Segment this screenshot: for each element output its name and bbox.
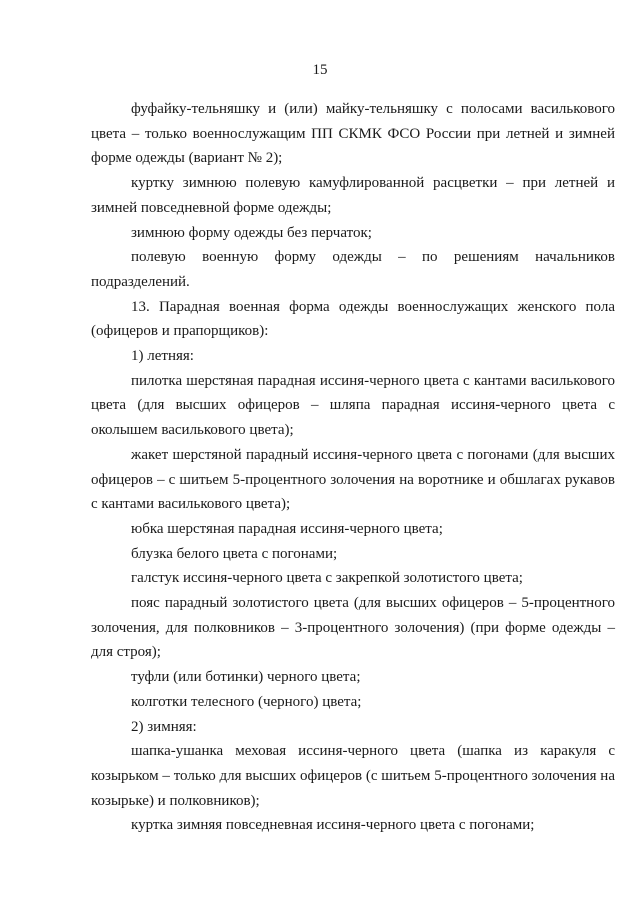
subsection-heading: 2) зимняя: <box>131 718 197 735</box>
paragraph-item: галстук иссиня-черного цвета с закрепкой золотистого цвета; <box>131 570 523 587</box>
document-body <box>91 97 615 838</box>
paragraph-item: зимнюю форму одежды без перчаток; <box>131 224 372 241</box>
section-paragraph: 13. Парадная военная форма одежды военнослужащих женского пола (офицеров и прапорщиков): <box>91 298 615 340</box>
paragraph-item: пояс парадный золотистого цвета (для высших офицеров – 5-процентного золочения, для полковников – 3-процентного золочения) (при форме одежды – для строя); <box>91 595 615 661</box>
page-number: 15 <box>312 62 328 78</box>
paragraph-item: юбка шерстяная парадная иссиня-черного цвета; <box>131 520 443 537</box>
paragraph-item: колготки телесного (черного) цвета; <box>131 693 362 710</box>
paragraph-item: пилотка шерстяная парадная иссиня-черного цвета с кантами василькового цвета (для высших офицеров – шляпа парадная иссиня-черного цвета с околышем василькового цвета); <box>91 372 615 439</box>
subsection-heading: 1) летняя: <box>131 348 194 365</box>
paragraph-item: фуфайку-тельняшку и (или) майку-тельняшку с полосами василькового цвета – только военнослужащим ПП СКМК ФСО России при летней и зимней форме одежды (вариант № 2); <box>91 101 615 167</box>
paragraph-item: туфли (или ботинки) черного цвета; <box>131 669 361 686</box>
paragraph-item: куртку зимнюю полевую камуфлированной расцветки – при летней и зимней повседневной форме одежды; <box>91 175 615 216</box>
paragraph-item: полевую военную форму одежды – по решениям начальников подразделений. <box>91 249 615 290</box>
paragraph-item: куртка зимняя повседневная иссиня-черного цвета с погонами; <box>131 817 535 834</box>
paragraph-item: блузка белого цвета с погонами; <box>131 545 338 562</box>
paragraph-item: шапка-ушанка меховая иссиня-черного цвета (шапка из каракуля с козырьком – только для высших офицеров (с шитьем 5-процентного золочения на козырьке) и полковников); <box>91 743 615 809</box>
paragraph-item: жакет шерстяной парадный иссиня-черного цвета с погонами (для высших офицеров – с шитьем 5-процентного золочения на воротнике и обшлагах рукавов с кантами василькового цвета); <box>91 446 615 513</box>
